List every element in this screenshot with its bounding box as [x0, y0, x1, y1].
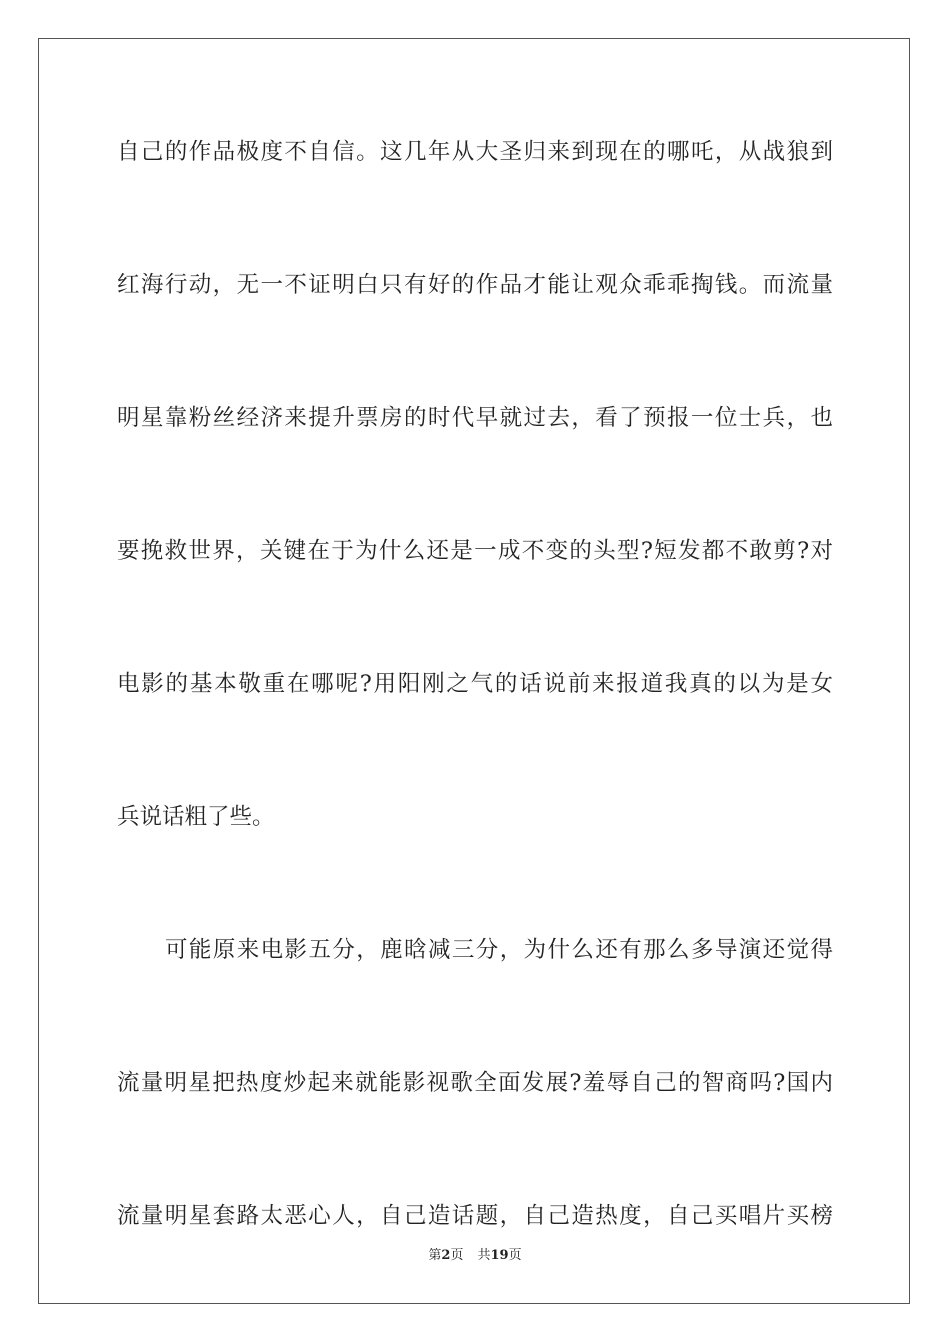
text-line-2: 红海行动，无一不证明白只有好的作品才能让观众乖乖掏钱。而流量: [117, 272, 833, 298]
footer-page-prefix: 第: [428, 1248, 442, 1263]
footer-page-suffix: 页: [450, 1248, 464, 1263]
text-line-4: 要挽救世界，关键在于为什么还是一成不变的头型?短发都不敢剪?对: [117, 538, 833, 564]
page-footer: [0, 1244, 950, 1263]
text-line-5: 电影的基本敬重在哪呢?用阳刚之气的话说前来报道我真的以为是女: [117, 671, 833, 697]
footer-total-suffix: 页: [508, 1248, 522, 1263]
footer-total-prefix: 共: [477, 1248, 491, 1263]
text-line-9: 流量明星套路太恶心人，自己造话题，自己造热度，自己买唱片买榜: [117, 1203, 833, 1229]
document-body: [117, 128, 833, 1325]
footer-total-pages: 19: [490, 1248, 509, 1263]
text-line-1: 自己的作品极度不自信。这几年从大圣归来到现在的哪吒，从战狼到: [117, 139, 833, 165]
footer-page-number: 2: [441, 1248, 451, 1263]
text-line-3: 明星靠粉丝经济来提升票房的时代早就过去，看了预报一位士兵，也: [117, 405, 833, 431]
text-line-6: 兵说话粗了些。: [117, 804, 275, 830]
text-line-8: 流量明星把热度炒起来就能影视歌全面发展?羞辱自己的智商吗?国内: [117, 1070, 833, 1096]
text-line-7: 可能原来电影五分，鹿晗减三分，为什么还有那么多导演还觉得: [165, 937, 833, 963]
